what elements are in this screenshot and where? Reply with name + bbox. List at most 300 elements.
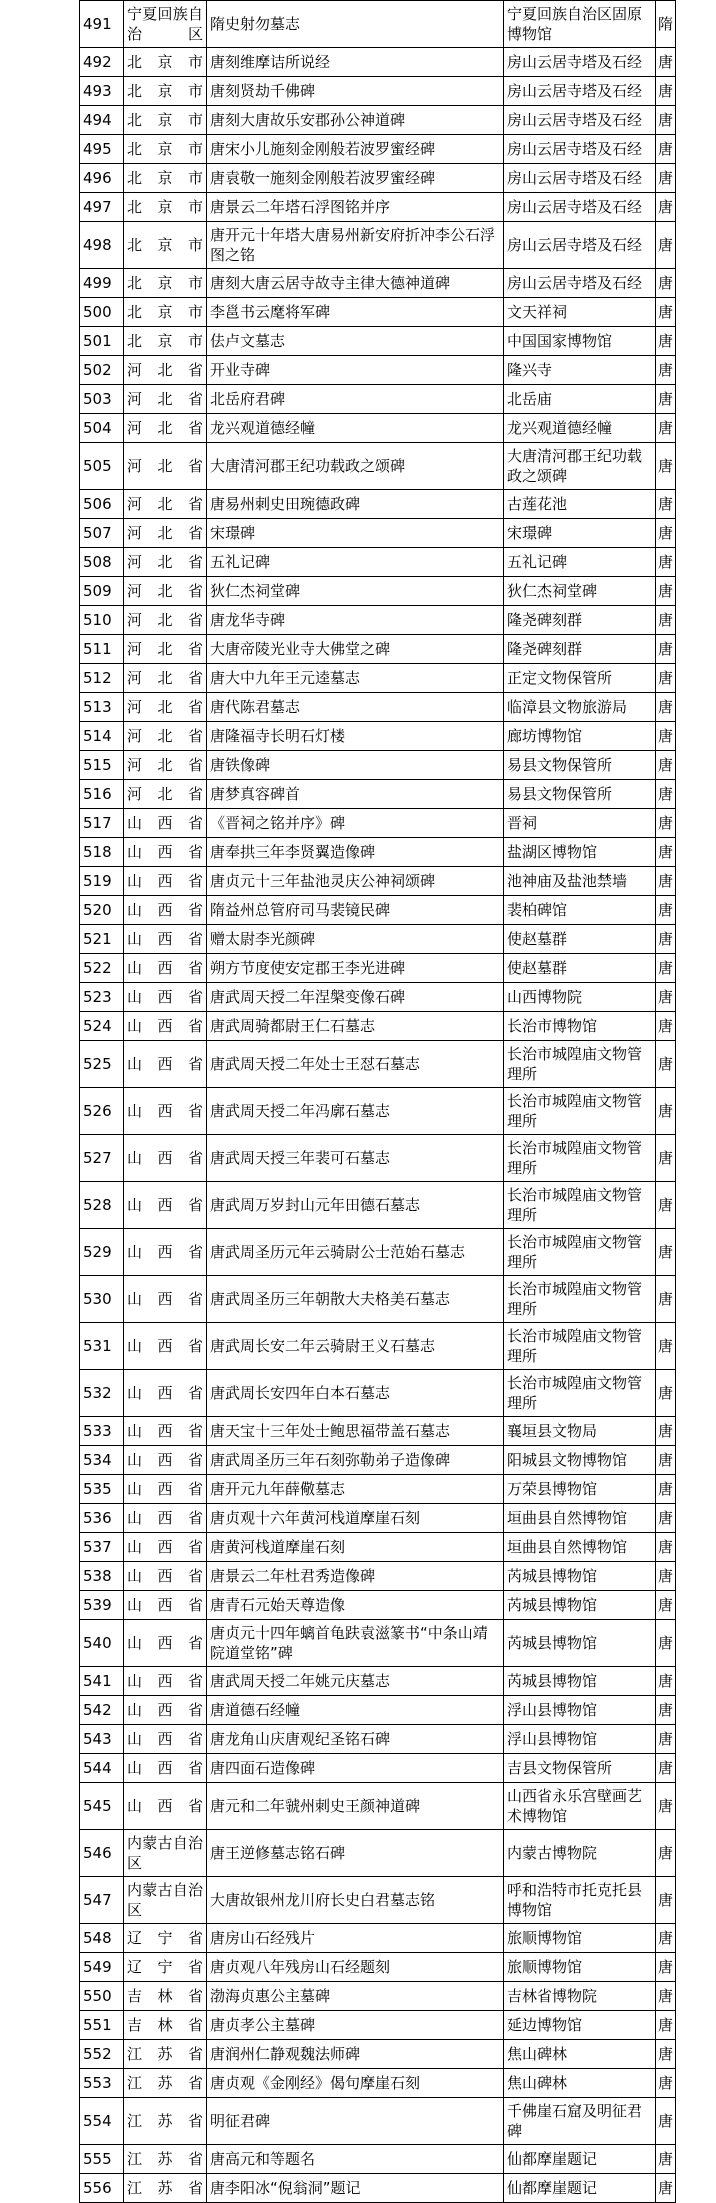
row-number-cell: 508 — [80, 548, 124, 577]
location-cell: 廊坊博物馆 — [504, 722, 656, 751]
era-cell: 唐 — [656, 356, 676, 385]
province-cell: 山西省 — [124, 1725, 207, 1754]
location-cell: 房山云居寺塔及石经 — [504, 77, 656, 106]
table-row — [80, 2174, 676, 2203]
table-row — [80, 1229, 676, 1276]
location-cell: 房山云居寺塔及石经 — [504, 222, 656, 269]
location-cell: 中国国家博物馆 — [504, 327, 656, 356]
row-number-cell: 539 — [80, 1591, 124, 1620]
row-number-cell: 527 — [80, 1135, 124, 1182]
era-cell: 唐 — [656, 1696, 676, 1725]
province-cell: 北京市 — [124, 48, 207, 77]
table-body — [80, 1, 676, 2203]
relic-name-cell: 唐贞元十四年螭首龟趺袁滋篆书“中条山靖院道堂铭”碑 — [207, 1620, 504, 1667]
relic-name-cell: 唐房山石经残片 — [207, 1924, 504, 1953]
relic-name-cell: 唐武周万岁封山元年田德石墓志 — [207, 1182, 504, 1229]
table-row — [80, 1830, 676, 1877]
relic-name-cell: 五礼记碑 — [207, 548, 504, 577]
table-row — [80, 1877, 676, 1924]
row-number-cell: 495 — [80, 135, 124, 164]
relic-name-cell: 唐高元和等题名 — [207, 2145, 504, 2174]
era-cell: 唐 — [656, 385, 676, 414]
relic-name-cell: 唐天宝十三年处士鲍思福带盖石墓志 — [207, 1417, 504, 1446]
era-cell: 唐 — [656, 838, 676, 867]
row-number-cell: 520 — [80, 896, 124, 925]
location-cell: 长治市博物馆 — [504, 1012, 656, 1041]
relic-name-cell: 大唐故银州龙川府长史白君墓志铭 — [207, 1877, 504, 1924]
relic-name-cell: 明征君碑 — [207, 2098, 504, 2145]
row-number-cell: 505 — [80, 443, 124, 490]
table-row — [80, 548, 676, 577]
era-cell: 唐 — [656, 1725, 676, 1754]
relic-name-cell: 狄仁杰祠堂碑 — [207, 577, 504, 606]
relic-name-cell: 唐大中九年王元逵墓志 — [207, 664, 504, 693]
era-cell: 唐 — [656, 954, 676, 983]
location-cell: 池神庙及盐池禁墙 — [504, 867, 656, 896]
era-cell: 唐 — [656, 222, 676, 269]
relic-name-cell: 唐武周天授二年冯廓石墓志 — [207, 1088, 504, 1135]
era-cell: 唐 — [656, 983, 676, 1012]
row-number-cell: 497 — [80, 193, 124, 222]
province-cell: 河北省 — [124, 635, 207, 664]
row-number-cell: 545 — [80, 1783, 124, 1830]
relic-name-cell: 《晋祠之铭并序》碑 — [207, 809, 504, 838]
table-row — [80, 780, 676, 809]
table-row — [80, 327, 676, 356]
row-number-cell: 536 — [80, 1504, 124, 1533]
era-cell: 唐 — [656, 193, 676, 222]
era-cell: 唐 — [656, 1370, 676, 1417]
province-cell: 内蒙古自治区 — [124, 1877, 207, 1924]
row-number-cell: 504 — [80, 414, 124, 443]
location-cell: 房山云居寺塔及石经 — [504, 135, 656, 164]
era-cell: 唐 — [656, 1041, 676, 1088]
table-row — [80, 577, 676, 606]
table-row — [80, 925, 676, 954]
relic-name-cell: 唐景云二年杜君秀造像碑 — [207, 1562, 504, 1591]
province-cell: 山西省 — [124, 838, 207, 867]
table-row — [80, 693, 676, 722]
era-cell: 唐 — [656, 519, 676, 548]
province-cell: 山西省 — [124, 1135, 207, 1182]
era-cell: 唐 — [656, 2174, 676, 2203]
province-cell: 江苏省 — [124, 2174, 207, 2203]
table-row — [80, 298, 676, 327]
location-cell: 垣曲县自然博物馆 — [504, 1533, 656, 1562]
relic-name-cell: 唐刻维摩诘所说经 — [207, 48, 504, 77]
province-cell: 河北省 — [124, 385, 207, 414]
table-row — [80, 1446, 676, 1475]
location-cell: 长治市城隍庙文物管理所 — [504, 1135, 656, 1182]
province-cell: 吉林省 — [124, 2011, 207, 2040]
location-cell: 浮山县博物馆 — [504, 1725, 656, 1754]
row-number-cell: 531 — [80, 1323, 124, 1370]
row-number-cell: 496 — [80, 164, 124, 193]
table-row — [80, 751, 676, 780]
era-cell: 唐 — [656, 164, 676, 193]
era-cell: 唐 — [656, 896, 676, 925]
relic-name-cell: 唐奉拱三年李贤翼造像碑 — [207, 838, 504, 867]
location-cell: 大唐清河郡王纪功载政之颂碑 — [504, 443, 656, 490]
location-cell: 千佛崖石窟及明征君碑 — [504, 2098, 656, 2145]
row-number-cell: 510 — [80, 606, 124, 635]
era-cell: 唐 — [656, 1276, 676, 1323]
table-row — [80, 1, 676, 48]
row-number-cell: 532 — [80, 1370, 124, 1417]
era-cell: 唐 — [656, 1953, 676, 1982]
relic-name-cell: 唐黄河栈道摩崖石刻 — [207, 1533, 504, 1562]
era-cell: 唐 — [656, 548, 676, 577]
era-cell: 唐 — [656, 1830, 676, 1877]
location-cell: 吉县文物保管所 — [504, 1754, 656, 1783]
table-row — [80, 1924, 676, 1953]
location-cell: 房山云居寺塔及石经 — [504, 269, 656, 298]
row-number-cell: 556 — [80, 2174, 124, 2203]
row-number-cell: 516 — [80, 780, 124, 809]
province-cell: 山西省 — [124, 1088, 207, 1135]
location-cell: 盐湖区博物馆 — [504, 838, 656, 867]
era-cell: 唐 — [656, 693, 676, 722]
row-number-cell: 546 — [80, 1830, 124, 1877]
era-cell: 唐 — [656, 1667, 676, 1696]
location-cell: 长治市城隍庙文物管理所 — [504, 1323, 656, 1370]
location-cell: 芮城县博物馆 — [504, 1591, 656, 1620]
table-row — [80, 1504, 676, 1533]
row-number-cell: 552 — [80, 2040, 124, 2069]
era-cell: 唐 — [656, 722, 676, 751]
relic-name-cell: 唐四面石造像碑 — [207, 1754, 504, 1783]
row-number-cell: 530 — [80, 1276, 124, 1323]
table-row — [80, 414, 676, 443]
province-cell: 江苏省 — [124, 2098, 207, 2145]
relic-name-cell: 唐贞元十三年盐池灵庆公神祠颂碑 — [207, 867, 504, 896]
location-cell: 龙兴观道德经幢 — [504, 414, 656, 443]
table-row — [80, 1667, 676, 1696]
location-cell: 房山云居寺塔及石经 — [504, 106, 656, 135]
table-row — [80, 1562, 676, 1591]
row-number-cell: 512 — [80, 664, 124, 693]
relic-name-cell: 唐武周天授二年姚元庆墓志 — [207, 1667, 504, 1696]
row-number-cell: 511 — [80, 635, 124, 664]
province-cell: 吉林省 — [124, 1982, 207, 2011]
relic-name-cell: 唐易州刺史田琬德政碑 — [207, 490, 504, 519]
location-cell: 吉林省博物院 — [504, 1982, 656, 2011]
location-cell: 隆尧碑刻群 — [504, 635, 656, 664]
location-cell: 易县文物保管所 — [504, 780, 656, 809]
location-cell: 五礼记碑 — [504, 548, 656, 577]
era-cell: 唐 — [656, 751, 676, 780]
location-cell: 宋璟碑 — [504, 519, 656, 548]
table-row — [80, 519, 676, 548]
row-number-cell: 506 — [80, 490, 124, 519]
era-cell: 唐 — [656, 1877, 676, 1924]
relic-name-cell: 唐贞孝公主墓碑 — [207, 2011, 504, 2040]
location-cell: 文天祥祠 — [504, 298, 656, 327]
province-cell: 山西省 — [124, 1182, 207, 1229]
relic-name-cell: 唐龙角山庆唐观纪圣铭石碑 — [207, 1725, 504, 1754]
province-cell: 河北省 — [124, 490, 207, 519]
relic-name-cell: 龙兴观道德经幢 — [207, 414, 504, 443]
row-number-cell: 507 — [80, 519, 124, 548]
table-row — [80, 1135, 676, 1182]
era-cell: 唐 — [656, 1591, 676, 1620]
row-number-cell: 543 — [80, 1725, 124, 1754]
era-cell: 唐 — [656, 490, 676, 519]
location-cell: 长治市城隍庙文物管理所 — [504, 1182, 656, 1229]
era-cell: 唐 — [656, 443, 676, 490]
row-number-cell: 555 — [80, 2145, 124, 2174]
location-cell: 临漳县文物旅游局 — [504, 693, 656, 722]
relic-name-cell: 唐刻大唐云居寺故寺主律大德神道碑 — [207, 269, 504, 298]
era-cell: 唐 — [656, 77, 676, 106]
era-cell: 唐 — [656, 269, 676, 298]
relic-name-cell: 唐道德石经幢 — [207, 1696, 504, 1725]
location-cell: 正定文物保管所 — [504, 664, 656, 693]
province-cell: 北京市 — [124, 298, 207, 327]
province-cell: 山西省 — [124, 925, 207, 954]
province-cell: 山西省 — [124, 1591, 207, 1620]
row-number-cell: 554 — [80, 2098, 124, 2145]
location-cell: 使赵墓群 — [504, 954, 656, 983]
era-cell: 唐 — [656, 1783, 676, 1830]
table-row — [80, 1475, 676, 1504]
table-row — [80, 1982, 676, 2011]
province-cell: 北京市 — [124, 222, 207, 269]
table-row — [80, 1041, 676, 1088]
province-cell: 山西省 — [124, 1041, 207, 1088]
table-row — [80, 2040, 676, 2069]
row-number-cell: 492 — [80, 48, 124, 77]
row-number-cell: 525 — [80, 1041, 124, 1088]
province-cell: 山西省 — [124, 1667, 207, 1696]
relic-name-cell: 唐开元十年塔大唐易州新安府折冲李公石浮图之铭 — [207, 222, 504, 269]
province-cell: 河北省 — [124, 722, 207, 751]
row-number-cell: 535 — [80, 1475, 124, 1504]
relic-name-cell: 唐龙华寺碑 — [207, 606, 504, 635]
row-number-cell: 537 — [80, 1533, 124, 1562]
table-row — [80, 106, 676, 135]
relic-name-cell: 唐武周骑都尉王仁石墓志 — [207, 1012, 504, 1041]
province-cell: 北京市 — [124, 193, 207, 222]
province-cell: 山西省 — [124, 1323, 207, 1370]
relic-name-cell: 唐武周长安二年云骑尉王义石墓志 — [207, 1323, 504, 1370]
row-number-cell: 509 — [80, 577, 124, 606]
province-cell: 河北省 — [124, 443, 207, 490]
era-cell: 唐 — [656, 1323, 676, 1370]
location-cell: 芮城县博物馆 — [504, 1620, 656, 1667]
era-cell: 唐 — [656, 1182, 676, 1229]
relic-name-cell: 唐代陈君墓志 — [207, 693, 504, 722]
table-row — [80, 222, 676, 269]
row-number-cell: 544 — [80, 1754, 124, 1783]
row-number-cell: 529 — [80, 1229, 124, 1276]
era-cell: 唐 — [656, 1504, 676, 1533]
row-number-cell: 523 — [80, 983, 124, 1012]
table-row — [80, 809, 676, 838]
row-number-cell: 551 — [80, 2011, 124, 2040]
location-cell: 易县文物保管所 — [504, 751, 656, 780]
row-number-cell: 500 — [80, 298, 124, 327]
location-cell: 古莲花池 — [504, 490, 656, 519]
era-cell: 唐 — [656, 1620, 676, 1667]
relic-name-cell: 唐贞观十六年黄河栈道摩崖石刻 — [207, 1504, 504, 1533]
era-cell: 隋 — [656, 1, 676, 48]
location-cell: 焦山碑林 — [504, 2040, 656, 2069]
relic-name-cell: 唐武周圣历三年石刻弥勒弟子造像碑 — [207, 1446, 504, 1475]
row-number-cell: 502 — [80, 356, 124, 385]
location-cell: 襄垣县文物局 — [504, 1417, 656, 1446]
table-row — [80, 48, 676, 77]
relic-name-cell: 唐贞观《金刚经》偈句摩崖石刻 — [207, 2069, 504, 2098]
location-cell: 芮城县博物馆 — [504, 1562, 656, 1591]
relic-name-cell: 朔方节度使安定郡王李光进碑 — [207, 954, 504, 983]
province-cell: 山西省 — [124, 1504, 207, 1533]
era-cell: 唐 — [656, 1475, 676, 1504]
province-cell: 山西省 — [124, 1276, 207, 1323]
relic-name-cell: 唐武周天授二年处士王怼石墓志 — [207, 1041, 504, 1088]
province-cell: 江苏省 — [124, 2069, 207, 2098]
province-cell: 北京市 — [124, 77, 207, 106]
relic-name-cell: 唐梦真容碑首 — [207, 780, 504, 809]
location-cell: 山西省永乐宫壁画艺术博物馆 — [504, 1783, 656, 1830]
era-cell: 唐 — [656, 2145, 676, 2174]
relic-name-cell: 北岳府君碑 — [207, 385, 504, 414]
era-cell: 唐 — [656, 809, 676, 838]
location-cell: 焦山碑林 — [504, 2069, 656, 2098]
row-number-cell: 517 — [80, 809, 124, 838]
location-cell: 垣曲县自然博物馆 — [504, 1504, 656, 1533]
province-cell: 山西省 — [124, 983, 207, 1012]
relic-name-cell: 唐袁敬一施刻金刚般若波罗蜜经碑 — [207, 164, 504, 193]
table-row — [80, 1417, 676, 1446]
table-row — [80, 722, 676, 751]
location-cell: 长治市城隍庙文物管理所 — [504, 1088, 656, 1135]
era-cell: 唐 — [656, 780, 676, 809]
table-row — [80, 635, 676, 664]
location-cell: 宁夏回族自治区固原博物馆 — [504, 1, 656, 48]
era-cell: 唐 — [656, 1924, 676, 1953]
province-cell: 辽宁省 — [124, 1924, 207, 1953]
table-row — [80, 164, 676, 193]
location-cell: 北岳庙 — [504, 385, 656, 414]
table-row — [80, 1620, 676, 1667]
location-cell: 房山云居寺塔及石经 — [504, 164, 656, 193]
province-cell: 河北省 — [124, 693, 207, 722]
relic-name-cell: 唐元和二年虢州刺史王颜神道碑 — [207, 1783, 504, 1830]
table-row — [80, 606, 676, 635]
table-row — [80, 1725, 676, 1754]
row-number-cell: 522 — [80, 954, 124, 983]
table-row — [80, 896, 676, 925]
era-cell: 唐 — [656, 925, 676, 954]
location-cell: 仙都摩崖题记 — [504, 2145, 656, 2174]
relic-name-cell: 唐贞观八年残房山石经题刻 — [207, 1953, 504, 1982]
relic-name-cell: 大唐清河郡王纪功载政之颂碑 — [207, 443, 504, 490]
table-row — [80, 1591, 676, 1620]
era-cell: 唐 — [656, 1446, 676, 1475]
province-cell: 北京市 — [124, 269, 207, 298]
location-cell: 长治市城隍庙文物管理所 — [504, 1370, 656, 1417]
location-cell: 狄仁杰祠堂碑 — [504, 577, 656, 606]
location-cell: 裴柏碑馆 — [504, 896, 656, 925]
era-cell: 唐 — [656, 635, 676, 664]
province-cell: 河北省 — [124, 414, 207, 443]
table-row — [80, 983, 676, 1012]
era-cell: 唐 — [656, 135, 676, 164]
location-cell: 房山云居寺塔及石经 — [504, 193, 656, 222]
province-cell: 山西省 — [124, 954, 207, 983]
relic-name-cell: 唐李阳冰“倪翁洞”题记 — [207, 2174, 504, 2203]
province-cell: 江苏省 — [124, 2145, 207, 2174]
row-number-cell: 501 — [80, 327, 124, 356]
location-cell: 呼和浩特市托克托县博物馆 — [504, 1877, 656, 1924]
relic-name-cell: 开业寺碑 — [207, 356, 504, 385]
table-row — [80, 269, 676, 298]
row-number-cell: 542 — [80, 1696, 124, 1725]
era-cell: 唐 — [656, 1417, 676, 1446]
row-number-cell: 538 — [80, 1562, 124, 1591]
era-cell: 唐 — [656, 48, 676, 77]
location-cell: 阳城县文物博物馆 — [504, 1446, 656, 1475]
location-cell: 山西博物院 — [504, 983, 656, 1012]
era-cell: 唐 — [656, 1012, 676, 1041]
row-number-cell: 528 — [80, 1182, 124, 1229]
relic-name-cell: 赠太尉李光颜碑 — [207, 925, 504, 954]
table-row — [80, 385, 676, 414]
location-cell: 长治市城隍庙文物管理所 — [504, 1041, 656, 1088]
table-row — [80, 2011, 676, 2040]
province-cell: 北京市 — [124, 135, 207, 164]
relic-name-cell: 唐刻贤劫千佛碑 — [207, 77, 504, 106]
table-row — [80, 1783, 676, 1830]
table-row — [80, 1088, 676, 1135]
row-number-cell: 548 — [80, 1924, 124, 1953]
province-cell: 山西省 — [124, 896, 207, 925]
row-number-cell: 534 — [80, 1446, 124, 1475]
province-cell: 宁夏回族自治区 — [124, 1, 207, 48]
row-number-cell: 541 — [80, 1667, 124, 1696]
relic-name-cell: 唐武周圣历三年朝散大夫格美石墓志 — [207, 1276, 504, 1323]
row-number-cell: 518 — [80, 838, 124, 867]
row-number-cell: 494 — [80, 106, 124, 135]
province-cell: 河北省 — [124, 664, 207, 693]
era-cell: 唐 — [656, 1533, 676, 1562]
province-cell: 江苏省 — [124, 2040, 207, 2069]
row-number-cell: 503 — [80, 385, 124, 414]
relic-name-cell: 唐宋小儿施刻金刚般若波罗蜜经碑 — [207, 135, 504, 164]
province-cell: 山西省 — [124, 1783, 207, 1830]
location-cell: 隆尧碑刻群 — [504, 606, 656, 635]
row-number-cell: 515 — [80, 751, 124, 780]
era-cell: 唐 — [656, 1562, 676, 1591]
era-cell: 唐 — [656, 1088, 676, 1135]
table-row — [80, 356, 676, 385]
era-cell: 唐 — [656, 2069, 676, 2098]
province-cell: 河北省 — [124, 606, 207, 635]
row-number-cell: 519 — [80, 867, 124, 896]
table-row — [80, 1370, 676, 1417]
location-cell: 晋祠 — [504, 809, 656, 838]
province-cell: 山西省 — [124, 1417, 207, 1446]
table-row — [80, 1953, 676, 1982]
relic-name-cell: 李邕书云麾将军碑 — [207, 298, 504, 327]
relic-list-table — [79, 0, 675, 2203]
row-number-cell: 521 — [80, 925, 124, 954]
table-row — [80, 664, 676, 693]
era-cell: 唐 — [656, 2098, 676, 2145]
relic-name-cell: 唐铁像碑 — [207, 751, 504, 780]
row-number-cell: 513 — [80, 693, 124, 722]
